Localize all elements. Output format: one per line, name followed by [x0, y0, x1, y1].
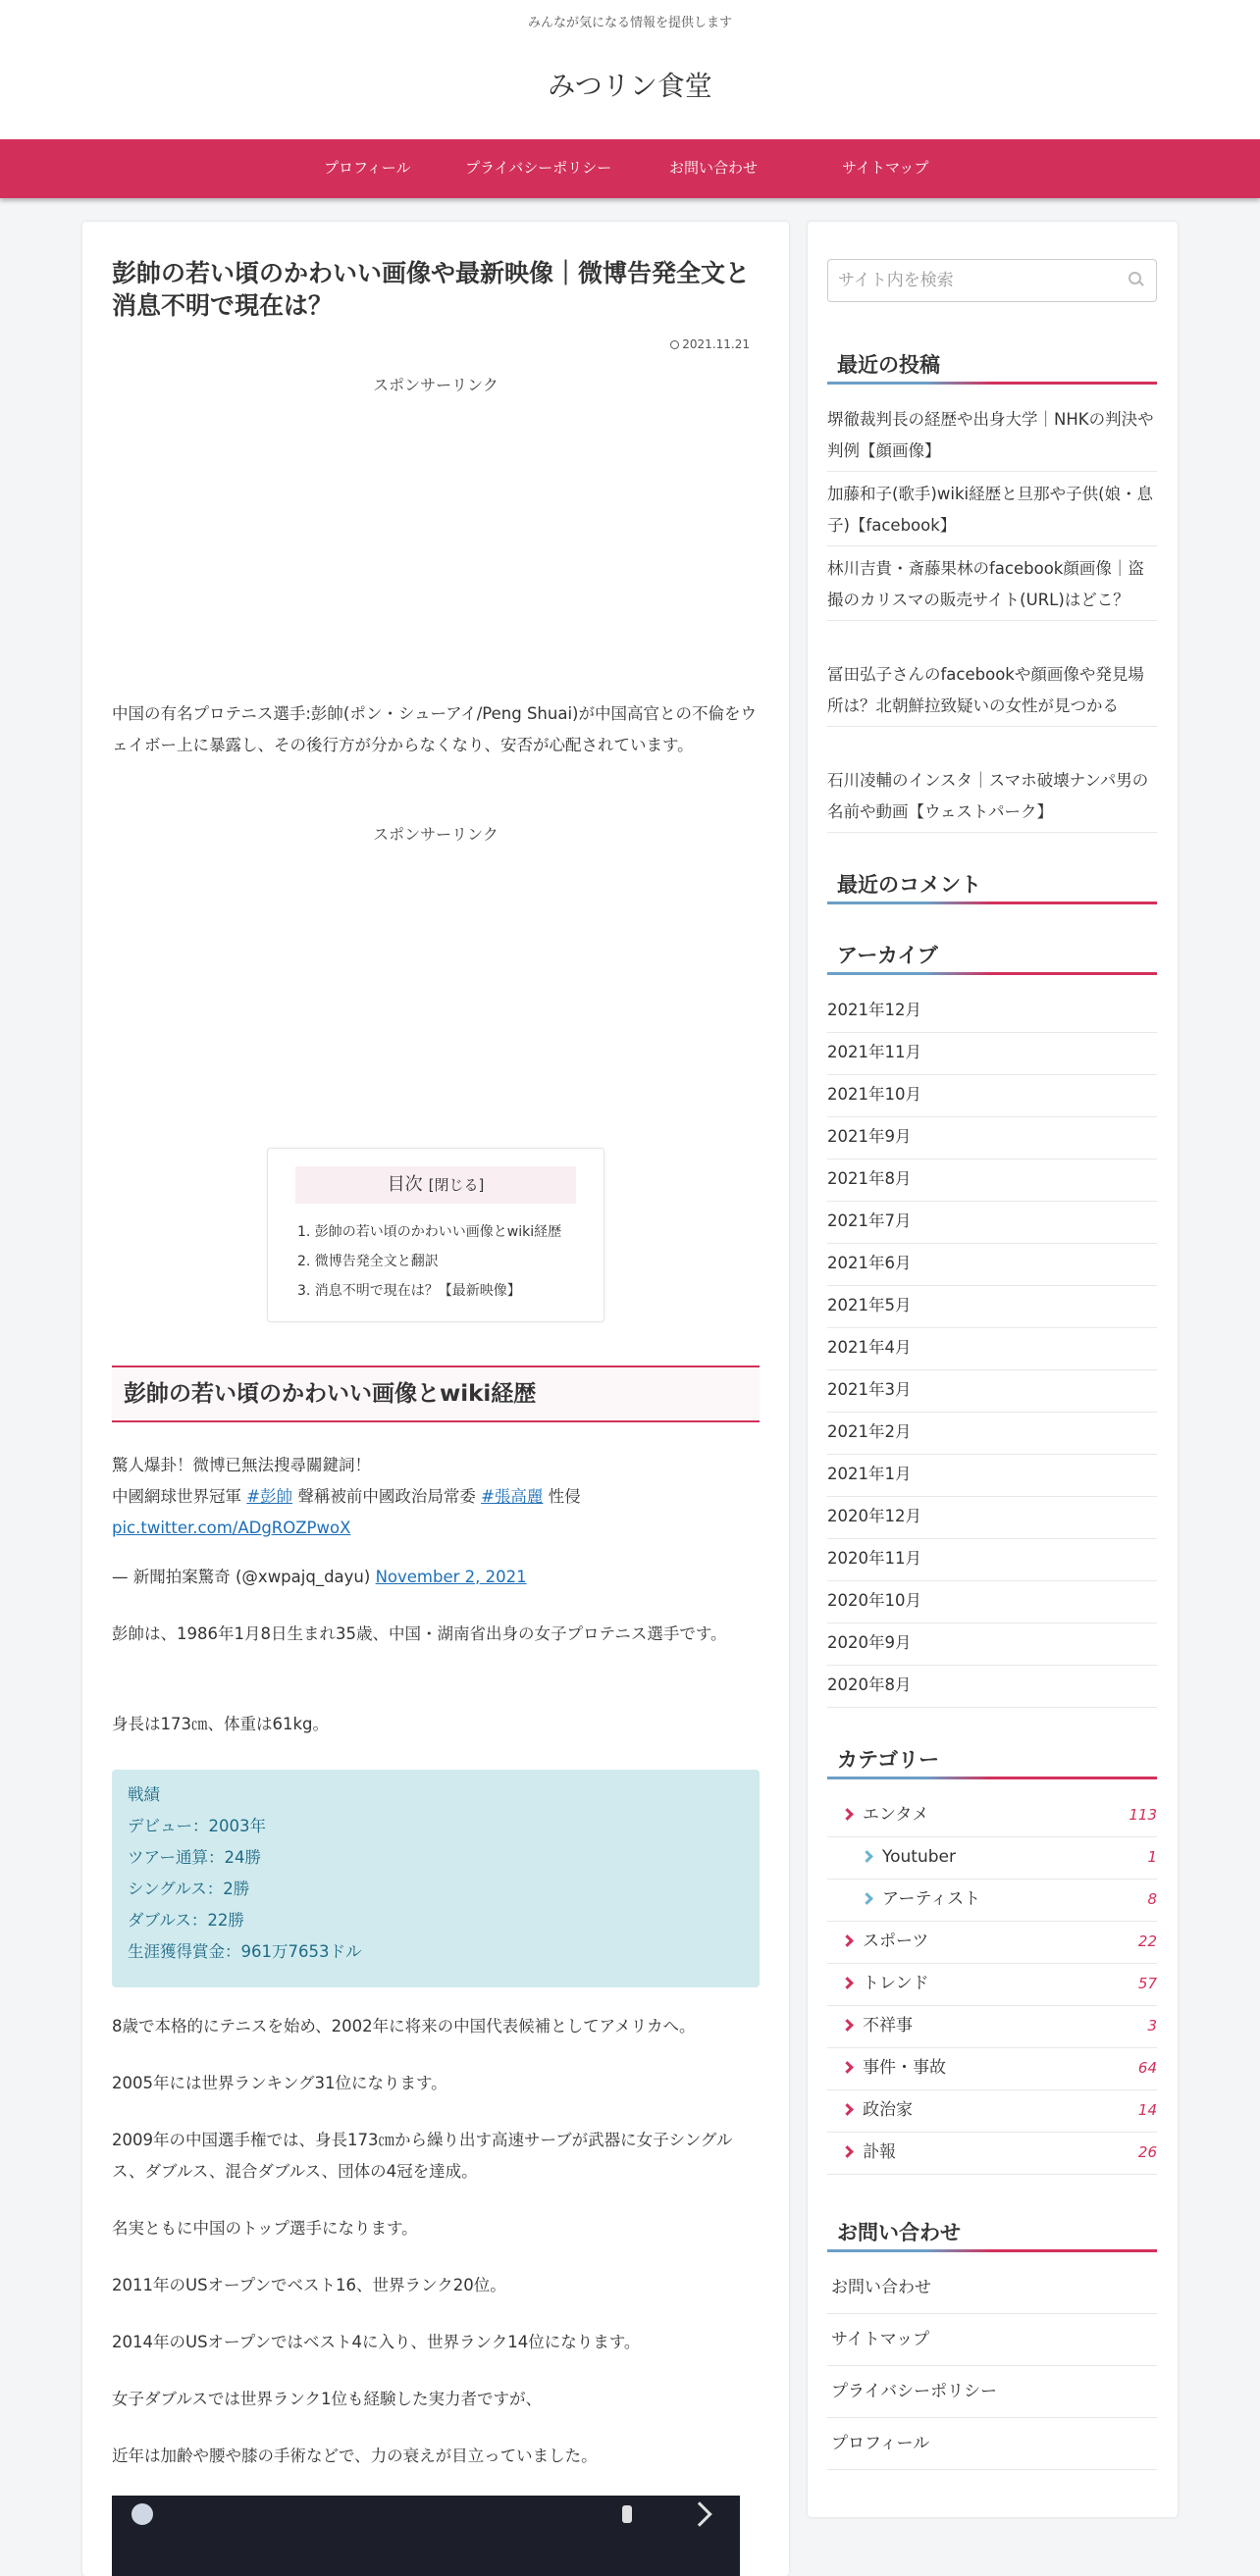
- archive-link[interactable]: 2021年9月: [827, 1117, 1157, 1159]
- category-count: 8: [1147, 1890, 1157, 1908]
- clock-icon: [670, 340, 679, 349]
- body-paragraph: 2009年の中国選手権では、身長173㎝から繰り出す高速サーブが武器に女子シングルス、ダブルス、混合ダブルス、団体の4冠を達成。: [112, 2131, 733, 2181]
- sponsor-label: スポンサーリンク: [373, 825, 499, 844]
- category-name: 事件・事故: [863, 2058, 946, 2078]
- category-count: 1: [1147, 1848, 1157, 1866]
- category-count: 26: [1137, 2143, 1157, 2161]
- body-paragraph: 2005年には世界ランキング31位になります。: [112, 2074, 447, 2092]
- global-nav: [0, 139, 1260, 198]
- category-count: 113: [1129, 1806, 1157, 1824]
- category-link[interactable]: [827, 2048, 1157, 2090]
- archive-link[interactable]: 2021年3月: [827, 1370, 1157, 1413]
- category-count: 14: [1137, 2101, 1157, 2119]
- toc-title: 目次: [387, 1174, 423, 1195]
- body-paragraph: 2014年のUSオープンではベスト4に入り、世界ランク14位になります。: [112, 2333, 641, 2351]
- recent-post-link[interactable]: 冨田弘子さんのfacebookや顔画像や発見場所は？北朝鮮拉致疑いの女性が見つかる: [827, 659, 1157, 727]
- nav-privacy-policy[interactable]: プライバシーポリシー: [465, 159, 612, 177]
- tweet-text: 聲稱被前中國政治局常委: [292, 1487, 482, 1506]
- info-icon[interactable]: [622, 2505, 632, 2523]
- search-icon[interactable]: [1129, 272, 1144, 287]
- contact-menu-link[interactable]: プロフィール: [827, 2418, 1157, 2470]
- archive-link[interactable]: 2021年2月: [827, 1413, 1157, 1455]
- share-icon[interactable]: [687, 2501, 711, 2526]
- category-name: トレンド: [863, 1974, 929, 1993]
- widget-title-underline: [827, 902, 1157, 904]
- body-paragraph: 2011年のUSオープンでベスト16、世界ランク20位。: [112, 2276, 506, 2294]
- widget-title-underline: [827, 1777, 1157, 1779]
- post-title: 彭帥の若い頃のかわいい画像や最新映像｜微博告発全文と消息不明で現在は？: [112, 259, 751, 320]
- body-paragraph: 近年は加齢や腰や膝の手術などで、力の衰えが目立っていました。: [112, 2447, 598, 2465]
- category-name: アーティスト: [882, 1889, 981, 1909]
- site-header: [0, 0, 1260, 139]
- toc-item[interactable]: 1. 彭帥の若い頃のかわいい画像とwiki経歴: [297, 1224, 562, 1240]
- toc-toggle-button[interactable]: [閉じる]: [428, 1176, 485, 1194]
- section-heading: [112, 1365, 760, 1422]
- archive-link[interactable]: 2021年11月: [827, 1033, 1157, 1075]
- record-doubles: ダブルス：22勝: [128, 1911, 244, 1930]
- site-title-link[interactable]: みつリン食堂: [548, 70, 712, 102]
- chevron-right-icon: [861, 1850, 873, 1863]
- contact-menu-link[interactable]: サイトマップ: [827, 2314, 1157, 2366]
- nav-sitemap[interactable]: サイトマップ: [842, 159, 929, 177]
- category-link[interactable]: [827, 2133, 1157, 2175]
- record-tour: ツアー通算：24勝: [128, 1848, 262, 1867]
- archive-link[interactable]: 2020年10月: [827, 1581, 1157, 1623]
- category-name: スポーツ: [863, 1932, 929, 1951]
- record-title: 戦績: [128, 1785, 160, 1804]
- category-link[interactable]: [827, 1837, 1157, 1880]
- archive-link[interactable]: 2021年8月: [827, 1159, 1157, 1202]
- toc-item[interactable]: 3. 消息不明で現在は？【最新映像】: [297, 1283, 521, 1299]
- hashtag-link[interactable]: #彭帥: [246, 1487, 293, 1506]
- tweet-text: 中國網球世界冠軍: [112, 1487, 247, 1506]
- category-count: 64: [1137, 2059, 1157, 2077]
- career-record-box: [112, 1770, 760, 1987]
- category-name: 政治家: [863, 2100, 913, 2120]
- body-paragraph: 名実ともに中国のトップ選手になります。: [112, 2219, 418, 2238]
- category-name: エンタメ: [863, 1805, 929, 1825]
- nav-profile[interactable]: プロフィール: [324, 159, 411, 177]
- post-date-text: 2021.11.21: [682, 337, 750, 351]
- category-count: 3: [1147, 2017, 1157, 2035]
- widget-title-text: 最近の投稿: [837, 353, 940, 377]
- archive-link[interactable]: 2020年12月: [827, 1497, 1157, 1539]
- widget-title-text: お問い合わせ: [837, 2221, 961, 2244]
- body-paragraph: 女子ダブルスでは世界ランク1位も経験した実力者ですが、: [112, 2390, 543, 2408]
- article-main: [82, 222, 789, 2576]
- widget-title-text: 最近のコメント: [837, 873, 981, 897]
- archive-link[interactable]: 2021年6月: [827, 1244, 1157, 1286]
- recent-post-link[interactable]: 加藤和子(歌手)wiki経歴と旦那や子供(娘・息子)【facebook】: [827, 479, 1157, 546]
- contact-menu-link[interactable]: プライバシーポリシー: [827, 2366, 1157, 2418]
- recent-post-link[interactable]: 林川吉貴・斎藤果林のfacebook顔画像｜盗撮のカリスマの販売サイト(URL)はどこ？: [827, 553, 1157, 621]
- search-box: [827, 259, 1157, 302]
- tweet-attribution: [112, 1562, 760, 1593]
- ad-slot[interactable]: [112, 408, 760, 702]
- archive-link[interactable]: 2021年1月: [827, 1455, 1157, 1497]
- ad-slot[interactable]: [112, 859, 760, 1134]
- widget-title: [827, 341, 1157, 385]
- archive-link[interactable]: 2021年12月: [827, 991, 1157, 1033]
- section-heading-text: 彭帥の若い頃のかわいい画像とwiki経歴: [124, 1381, 537, 1407]
- widget-title-underline: [827, 972, 1157, 975]
- bio-paragraph: 彭帥は、1986年1月8日生まれ35歳、中国・湖南省出身の女子プロテニス選手です。: [112, 1624, 727, 1643]
- body-paragraph: 8歳で本格的にテニスを始め、2002年に将来の中国代表候補としてアメリカへ。: [112, 2017, 696, 2035]
- category-link[interactable]: [827, 2006, 1157, 2048]
- category-link[interactable]: [827, 1964, 1157, 2006]
- sidebar: [808, 222, 1178, 2517]
- post-date: [670, 337, 750, 351]
- tweet-text: 性侵: [543, 1487, 581, 1506]
- category-count: 57: [1137, 1975, 1157, 1992]
- widget-title: [827, 861, 1157, 904]
- search-input[interactable]: [838, 260, 1123, 301]
- archive-link[interactable]: 2020年9月: [827, 1623, 1157, 1666]
- category-link[interactable]: [827, 1795, 1157, 1837]
- toc-header: [295, 1166, 576, 1204]
- record-singles: シングルス：2勝: [128, 1880, 250, 1898]
- chevron-right-icon: [841, 1808, 854, 1821]
- nav-contact[interactable]: お問い合わせ: [669, 159, 759, 177]
- widget-title: [827, 2209, 1157, 2252]
- toc-item[interactable]: 2. 微博告発全文と翻訳: [297, 1254, 439, 1269]
- chevron-right-icon: [841, 2145, 854, 2158]
- record-prize: 生涯獲得賞金：961万7653ドル: [128, 1942, 362, 1961]
- chevron-right-icon: [841, 1934, 854, 1947]
- category-name: 訃報: [863, 2142, 896, 2162]
- chevron-right-icon: [841, 2019, 854, 2032]
- record-debut: デビュー：2003年: [128, 1817, 266, 1835]
- category-name: 不祥事: [863, 2016, 913, 2035]
- tweet-date-link[interactable]: November 2, 2021: [375, 1568, 527, 1586]
- tweet-author: — 新聞拍案驚奇 (@xwpajq_dayu): [112, 1568, 376, 1586]
- widget-title: [827, 1736, 1157, 1779]
- chevron-right-icon: [861, 1892, 873, 1905]
- category-link[interactable]: [827, 1880, 1157, 1922]
- category-link[interactable]: [827, 1922, 1157, 1964]
- archive-link[interactable]: 2021年5月: [827, 1286, 1157, 1328]
- tweet-pic-link[interactable]: pic.twitter.com/ADgROZPwoX: [112, 1519, 351, 1537]
- tweet-line: 驚人爆卦！微博已無法搜尋關鍵詞！: [112, 1456, 371, 1474]
- embedded-video[interactable]: [112, 2496, 740, 2576]
- chevron-right-icon: [841, 2061, 854, 2074]
- recent-post-link[interactable]: 石川凌輔のインスタ｜スマホ破壊ナンパ男の名前や動画【ウェストパーク】: [827, 765, 1157, 833]
- widget-title: [827, 932, 1157, 975]
- sponsor-label: スポンサーリンク: [373, 376, 499, 394]
- widget-title-underline: [827, 382, 1157, 385]
- embedded-tweet: [112, 1450, 760, 1544]
- channel-avatar-icon: [131, 2503, 153, 2525]
- chevron-right-icon: [841, 2103, 854, 2116]
- archive-link[interactable]: 2021年4月: [827, 1328, 1157, 1370]
- bio-paragraph: 身長は173㎝、体重は61kg。: [112, 1715, 330, 1733]
- archive-link[interactable]: 2020年8月: [827, 1666, 1157, 1708]
- category-name: Youtuber: [882, 1847, 956, 1867]
- tweet-line: [112, 1481, 760, 1513]
- hashtag-link[interactable]: #張高麗: [481, 1487, 544, 1506]
- contact-menu-link[interactable]: お問い合わせ: [827, 2262, 1157, 2314]
- archive-link[interactable]: 2021年7月: [827, 1202, 1157, 1244]
- recent-post-link[interactable]: 堺徹裁判長の経歴や出身大学｜NHKの判決や判例【顔画像】: [827, 404, 1157, 472]
- category-link[interactable]: [827, 2090, 1157, 2133]
- archive-link[interactable]: 2021年10月: [827, 1075, 1157, 1117]
- widget-title-text: アーカイブ: [837, 944, 938, 967]
- chevron-right-icon: [841, 1977, 854, 1989]
- widget-title-underline: [827, 2249, 1157, 2252]
- category-count: 22: [1137, 1932, 1157, 1950]
- archive-link[interactable]: 2020年11月: [827, 1539, 1157, 1581]
- intro-paragraph: 中国の有名プロテニス選手:彭帥(ポン・シューアイ/Peng Shuai)が中国高官との不倫をウェイボー上に暴露し、その後行方が分からなくなり、安否が心配されています。: [112, 704, 757, 754]
- widget-title-text: カテゴリー: [837, 1748, 940, 1772]
- site-tagline: みんなが気になる情報を提供します: [527, 16, 732, 30]
- table-of-contents: [267, 1148, 604, 1322]
